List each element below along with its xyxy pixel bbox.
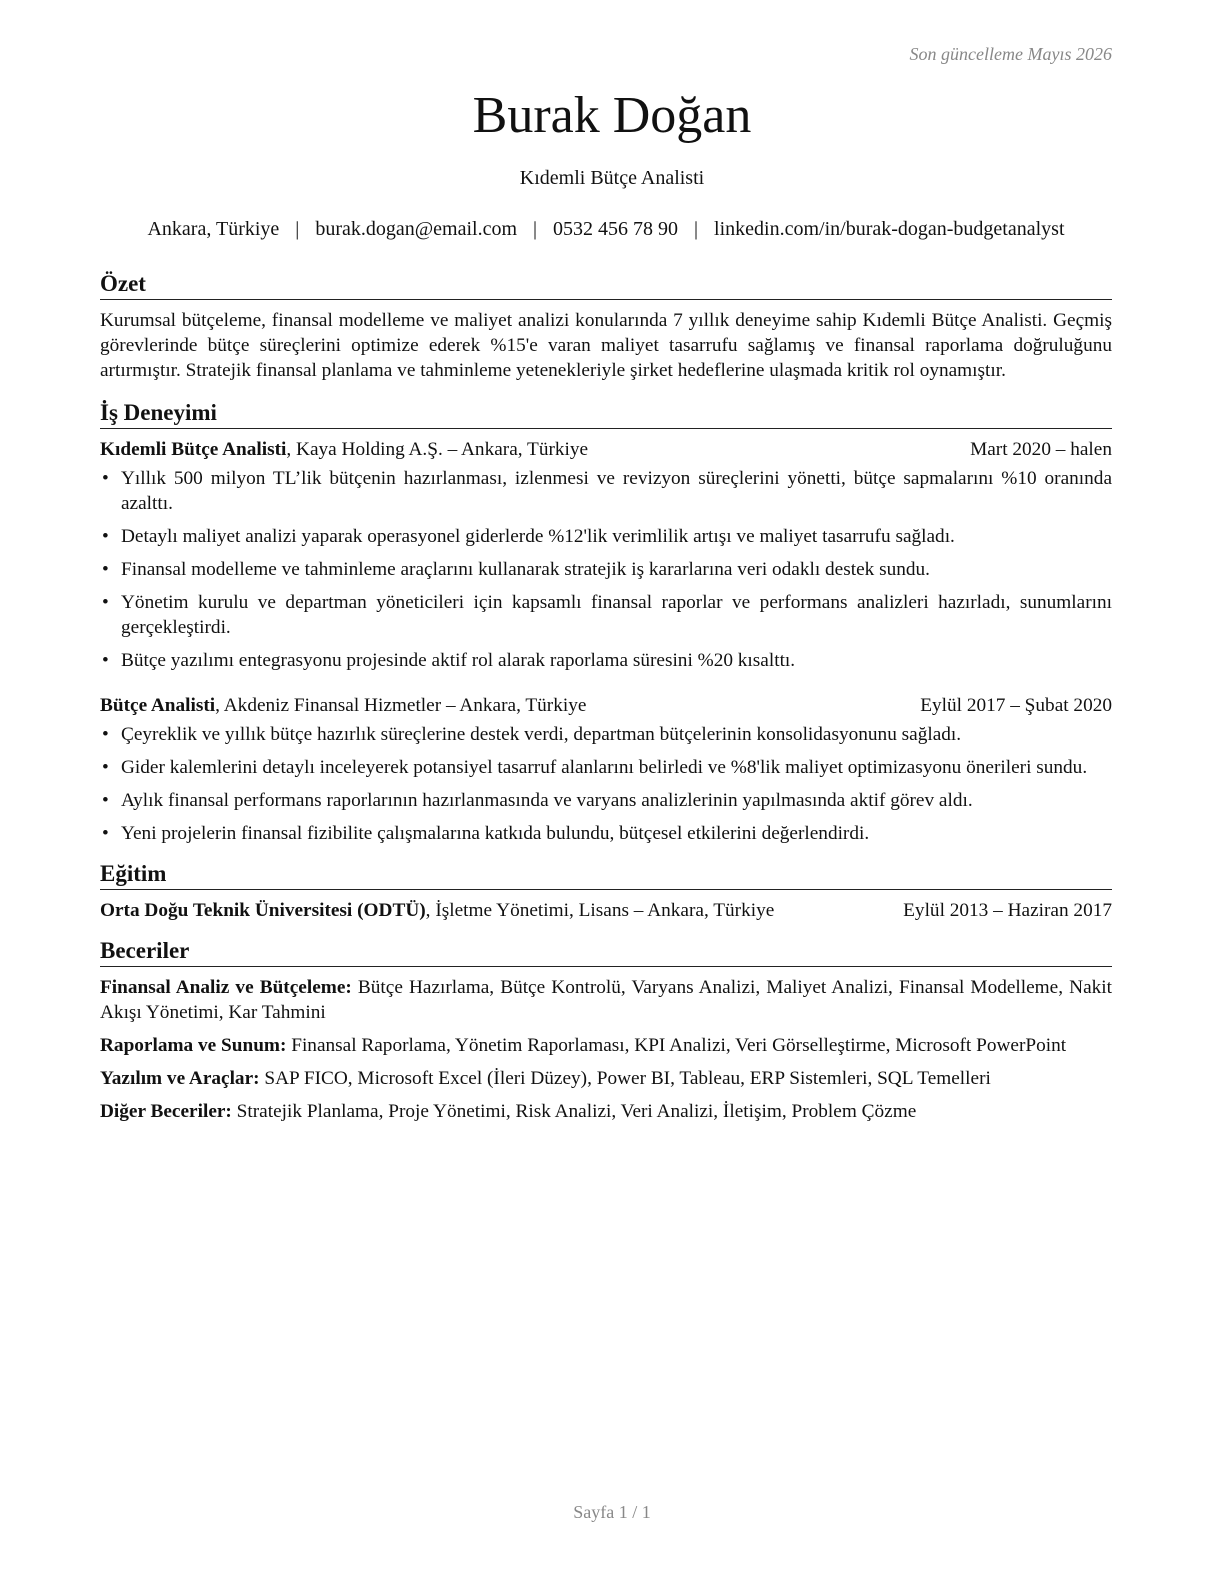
skill-group (100, 1033, 1112, 1058)
education-section (100, 860, 1112, 923)
education-entry (100, 898, 1112, 923)
job-role: Kıdemli Bütçe Analisti (100, 439, 287, 460)
job-title: Kıdemli Bütçe Analisti (519, 167, 705, 189)
education-school: Orta Doğu Teknik Üniversitesi (ODTÜ) (100, 900, 426, 921)
education-detail: , İşletme Yönetimi, Lisans – Ankara, Türkiye (425, 900, 775, 921)
contact-location: Ankara, Türkiye (147, 218, 280, 240)
job-dates: Eylül 2017 – Şubat 2020 (920, 695, 1112, 716)
job-org: , Kaya Holding A.Ş. – Ankara, Türkiye (286, 439, 589, 460)
skill-group-items: SAP FICO, Microsoft Excel (İleri Düzey), Power BI, Tableau, ERP Sistemleri, SQL Temelleri (259, 1068, 991, 1089)
job-entry (100, 693, 1112, 846)
job-role-org (100, 437, 588, 462)
contact-email[interactable]: burak.dogan@email.com (315, 218, 518, 240)
job-header (100, 693, 1112, 718)
skills-section (100, 937, 1112, 1124)
contact-line (100, 218, 1112, 241)
section-heading-summary: Özet (100, 270, 1112, 300)
skill-group-items: Stratejik Planlama, Proje Yönetimi, Risk Analizi, Veri Analizi, İletişim, Problem Çözme (231, 1101, 917, 1122)
skill-group (100, 1099, 1112, 1124)
job-entry (100, 437, 1112, 673)
skill-group (100, 1066, 1112, 1091)
candidate-name: Burak Doğan (472, 87, 752, 144)
education-dates: Eylül 2013 – Haziran 2017 (903, 900, 1112, 921)
job-bullets (100, 722, 1112, 846)
job-bullet: • Yeni projelerin finansal fizibilite çalışmalarına katkıda bulundu, bütçesel etkilerini değerlendirdi. (100, 821, 1112, 846)
job-bullets (100, 466, 1112, 673)
skill-group (100, 975, 1112, 1025)
contact-separator: | (694, 218, 699, 240)
skill-group-items: Finansal Raporlama, Yönetim Raporlaması, KPI Analizi, Veri Görselleştirme, Microsoft PowerPoint (286, 1035, 1067, 1056)
job-org: , Akdeniz Finansal Hizmetler – Ankara, Türkiye (215, 695, 587, 716)
job-bullet: • Finansal modelleme ve tahminleme araçlarını kullanarak stratejik iş kararlarına veri odaklı destek sundu. (100, 557, 1112, 582)
job-bullet: • Gider kalemlerini detaylı inceleyerek potansiyel tasarruf alanlarını belirledi ve %8'lik maliyet optimizasyonu önerileri sundu. (100, 755, 1112, 780)
job-bullet: • Yönetim kurulu ve departman yöneticileri için kapsamlı finansal raporlar ve performans analizleri hazırladı, sunumlarını gerçekleştirdi. (100, 590, 1112, 640)
job-role: Bütçe Analisti (100, 695, 216, 716)
education-school-detail (100, 898, 774, 923)
resume-body (100, 270, 1112, 1132)
contact-separator: | (295, 218, 300, 240)
section-heading-experience: İş Deneyimi (100, 399, 1112, 429)
job-bullet: • Aylık finansal performans raporlarının hazırlanmasında ve varyans analizlerinin yapılmasında aktif görev aldı. (100, 788, 1112, 813)
skill-group-items: Bütçe Hazırlama, Bütçe Kontrolü, Varyans Analizi, Maliyet Analizi, Finansal Modelleme, Nakit Akışı Yönetimi, Kar Tahmini (100, 977, 1112, 1023)
job-bullet: • Yıllık 500 milyon TL’lik bütçenin hazırlanması, izlenmesi ve revizyon süreçlerini yönetti, bütçe sapmalarını %10 oranında azalttı. (100, 466, 1112, 516)
job-dates: Mart 2020 – halen (970, 439, 1112, 460)
job-bullet: • Detaylı maliyet analizi yaparak operasyonel giderlerde %12'lik verimlilik artışı ve maliyet tasarrufu sağladı. (100, 524, 1112, 549)
skill-group-label: Finansal Analiz ve Bütçeleme: (100, 977, 352, 998)
contact-phone[interactable]: 0532 456 78 90 (553, 218, 679, 240)
section-heading-skills: Beceriler (100, 937, 1112, 967)
contact-separator: | (533, 218, 538, 240)
skill-group-label: Yazılım ve Araçlar: (100, 1068, 260, 1089)
page-number: Sayfa 1 / 1 (573, 1502, 651, 1522)
job-role-org (100, 693, 586, 718)
job-bullet: • Çeyreklik ve yıllık bütçe hazırlık süreçlerine destek verdi, departman bütçelerinin konsolidasyonunu sağladı. (100, 722, 1112, 747)
summary-section (100, 270, 1112, 383)
last-updated: Son güncelleme Mayıs 2026 (909, 44, 1112, 64)
summary-text: Kurumsal bütçeleme, finansal modelleme ve maliyet analizi konularında 7 yıllık deneyime sahip Kıdemli Bütçe Analisti. Geçmiş görevlerinde bütçe süreçlerini optimize ederek %15'e varan maliyet tasarrufu sağlamış ve finansal raporlama doğruluğunu artırmıştır. Stratejik finansal planlama ve tahminleme yetenekleriyle şirket hedeflerine ulaşmada kritik rol oynamıştır. (100, 310, 1112, 381)
job-bullet: • Bütçe yazılımı entegrasyonu projesinde aktif rol alarak raporlama süresini %20 kısalttı. (100, 648, 1112, 673)
skill-group-label: Raporlama ve Sunum: (100, 1035, 287, 1056)
job-header (100, 437, 1112, 462)
section-heading-education: Eğitim (100, 860, 1112, 890)
experience-section (100, 399, 1112, 846)
skill-group-label: Diğer Beceriler: (100, 1101, 232, 1122)
contact-linkedin[interactable]: linkedin.com/in/burak-dogan-budgetanalyst (714, 218, 1065, 240)
